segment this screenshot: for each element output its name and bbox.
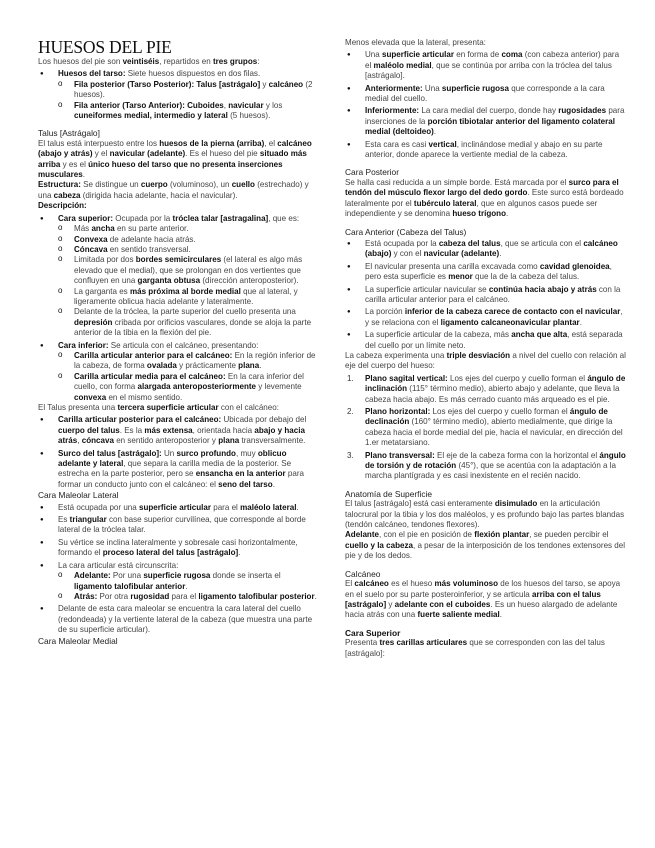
cara-superior-paragraph: Presenta tres carillas articulares que se corresponden con las del talus [astrágalo]: xyxy=(345,638,605,658)
list-item: ● Inferiormente: La cara medial del cuerpo, donde hay rugosidades para inserciones de la porción tibiotalar anterior del ligamento colateral medial (deltoideo). xyxy=(345,106,627,137)
list-item: o Atrás: Por otra rugosidad para el ligamento talofibular posterior. xyxy=(38,592,318,602)
list-item: ● Es triangular con base superior curvilínea, que corresponde al borde lateral de la tróclea talar. xyxy=(38,515,318,536)
list-item: ● Cara inferior: Se articula con el calcáneo, presentando: xyxy=(38,341,318,351)
list-item: 2. Plano horizontal: Los ejes del cuerpo y cuello forman el ángulo de declinación (160° término medio), abierto medialmente, que dirige la cabeza hacia el borde medial del pie, hacia el navicular, en dirección del 1.er metatarsiano. xyxy=(347,407,623,448)
page-title: HUESOS DEL PIE xyxy=(38,37,172,57)
list-item: ● La cara articular está circunscrita: xyxy=(38,561,318,571)
list-item: o Convexa de adelante hacia atrás. xyxy=(38,235,318,245)
descripcion-label: Descripción: xyxy=(38,201,87,211)
list-item: o Adelante: Por una superficie rugosa donde se inserta el ligamento talofibular anterior. xyxy=(38,571,318,592)
calcaneo-paragraph: El calcáneo es el hueso más voluminoso de los huesos del tarso, se apoya en el suelo por su parte posteroinferior, y se articula arriba con el talus [astrágalo] y adelante con el cuboides. Es un hueso alargado de adelante hacia atrás con una fuerte saliente medial. xyxy=(345,579,621,620)
section-heading-anatomia: Anatomía de Superficie xyxy=(345,488,433,499)
maleolar-lateral-list xyxy=(38,503,318,636)
list-item: ● La superficie articular navicular se continúa hacia abajo y atrás con la carilla articular anterior para el calcáneo. xyxy=(345,285,627,306)
list-item: ● Su vértice se inclina lateralmente y sobresale casi horizontalmente, formando el proceso lateral del talus [astrágalo]. xyxy=(38,538,318,559)
list-item: o La garganta es más próxima al borde medial que al lateral, y ligeramente oblicua hacia adelante y lateralmente. xyxy=(38,287,318,308)
list-item: 1. Plano sagital vertical: Los ejes del cuerpo y cuello forman el ángulo de inclinación (115° término medio), abierto abajo y adelante, que lleva la cabeza hacia abajo. Es más cerrado cuanto más arqueado es el pie. xyxy=(347,373,626,404)
estructura-paragraph: Estructura: Se distingue un cuerpo (voluminoso), un cuello (estrechado) y una cabeza (dirigida hacia adelante, hacia el navicular). xyxy=(38,180,309,200)
section-heading-calcaneo: Calcáneo xyxy=(345,568,381,579)
anatomia-paragraph-2: Adelante, con el pie en posición de flexión plantar, se pueden percibir el cuello y la cabeza, a pesar de la interposición de los tendones extensores del pie y de los dedos. xyxy=(345,530,626,561)
list-item: ● Surco del talus [astrágalo]: Un surco profundo, muy oblicuo adelante y lateral, que separa la carilla media de la posterior. Se estrecha en la parte posterior, pero se ensancha en la anterior para formar un conducto junto con el calcáneo: el seno del tarso. xyxy=(38,449,318,491)
talus-paragraph: El talus está interpuesto entre los huesos de la pierna (arriba), el calcáneo (abajo y atrás) y el navicular (adelante). Es el hueso del pie situado más arriba y es el único hueso del tarso que no presenta inserciones musculares. xyxy=(38,138,312,180)
list-item: o Limitada por dos bordes semicirculares (el lateral es algo más elevado que el medial), que se prolongan en dos vertientes que confluyen en una garganta obtusa (dirección anteroposterior). xyxy=(38,255,318,286)
list-item: ● Cara superior: Ocupada por la tróclea talar [astragalina], que es: xyxy=(38,214,318,224)
list-item: o Cóncava en sentido transversal. xyxy=(38,245,318,255)
maleolar-medial-list xyxy=(345,50,627,160)
list-item: ● Delante de esta cara maleolar se encuentra la cara lateral del cuello (redondeada) y la vertiente lateral de la cabeza (que muestra una parte de su superficie articular). xyxy=(38,604,318,635)
section-heading-cara-superior: Cara Superior xyxy=(345,627,401,638)
right-column xyxy=(345,38,627,659)
list-item: ● Está ocupada por una superficie articular para el maléolo lateral. xyxy=(38,503,318,513)
list-item: o Fila anterior (Tarso Anterior): Cuboides, navicular y los cuneiformes medial, intermedio y lateral (5 huesos). xyxy=(38,101,318,122)
list-item: ● La superficie articular de la cabeza, más ancha que alta, está separada del cuello por un límite neto. xyxy=(345,330,627,351)
anterior-list xyxy=(345,239,627,351)
tercera-paragraph: El Talus presenta una tercera superficie articular con el calcáneo: xyxy=(38,403,279,412)
posterior-paragraph: Se halla casi reducida a un simple borde. Está marcada por el surco para el tendón del músculo flexor largo del dedo gordo. Este surco está bordeado lateralmente por el tubérculo lateral, que en algunos casos puede ser independiente y se denomina hueso trígono. xyxy=(345,177,624,219)
list-item: o Delante de la tróclea, la parte superior del cuello presenta una depresión cribada por orificios vasculares, donde se aloja la parte anterior de la tibia en la flexión del pie. xyxy=(38,307,318,338)
list-item: o Fila posterior (Tarso Posterior): Talus [astrágalo] y calcáneo (2 huesos). xyxy=(38,80,318,101)
section-heading-posterior: Cara Posterior xyxy=(345,167,399,178)
list-item: o Carilla articular anterior para el calcáneo: En la región inferior de la cabeza, de forma ovalada y prácticamente plana. xyxy=(38,351,318,372)
list-item: ● Anteriormente: Una superficie rugosa que corresponde a la cara medial del cuello. xyxy=(345,84,627,105)
list-item: ● El navicular presenta una carilla excavada como cavidad glenoidea, pero esta superficie es menor que la de la cabeza del talus. xyxy=(345,262,627,283)
planos-list xyxy=(345,374,627,482)
left-column xyxy=(38,38,318,646)
triple-desviacion-paragraph: La cabeza experimenta una triple desviación a nivel del cuello con relación al eje del cuerpo del hueso: xyxy=(345,350,626,371)
section-heading-maleolar-medial: Cara Maleolar Medial xyxy=(38,635,118,646)
anatomia-paragraph-1: El talus [astrágalo] está casi enteramente disimulado en la articulación talocrural por la tibia y los dos maléolos, y es profundo bajo las partes blandas (tendón calcáneo, tendones flexores). xyxy=(345,499,625,530)
section-heading-maleolar-lateral: Cara Maleolar Lateral xyxy=(38,490,119,501)
list-item: ● Está ocupada por la cabeza del talus, que se articula con el calcáneo (abajo) y con el navicular (adelante). xyxy=(345,239,627,260)
section-heading-anterior: Cara Anterior (Cabeza del Talus) xyxy=(345,226,467,237)
descripcion-list xyxy=(38,214,318,403)
bone-groups-list xyxy=(38,69,318,121)
intro-paragraph: Los huesos del pie son veintiséis, repartidos en tres grupos: xyxy=(38,57,260,66)
section-heading-talus: Talus [Astrágalo] xyxy=(38,128,100,139)
list-item: ● La porción inferior de la cabeza carece de contacto con el navicular, y se relaciona con el ligamento calcaneonavicular plantar. xyxy=(345,307,627,328)
list-item: ● Esta cara es casi vertical, inclinándose medial y abajo en su parte anterior, donde aparece la vertiente medial de la cabeza. xyxy=(345,140,627,161)
list-item: ● Carilla articular posterior para el calcáneo: Ubicada por debajo del cuerpo del talus. Es la más extensa, orientada hacia abajo y hacia atrás, cóncava en sentido anteroposterior y plana transversalmente. xyxy=(38,415,318,446)
tercera-list xyxy=(38,415,318,490)
list-item: 3. Plano transversal: El eje de la cabeza forma con la horizontal el ángulo de torsión y de rotación (45°), que se acentúa con la adaptación a la marcha plantígrada y es casi inexistente en el recién nacido. xyxy=(347,450,626,481)
maleolar-medial-intro: Menos elevada que la lateral, presenta: xyxy=(345,38,486,47)
list-item: o Más ancha en su parte anterior. xyxy=(38,224,318,234)
list-item: ● Una superficie articular en forma de coma (con cabeza anterior) para el maléolo medial, que se continúa por arriba con la tróclea del talus [astrágalo]. xyxy=(345,50,627,81)
list-item: ● Huesos del tarso: Siete huesos dispuestos en dos filas. xyxy=(38,69,318,79)
list-item: o Carilla articular media para el calcáneo: En la cara inferior del cuello, con forma alargada anteroposteriormente y levemente convexa en el mismo sentido. xyxy=(38,372,318,403)
